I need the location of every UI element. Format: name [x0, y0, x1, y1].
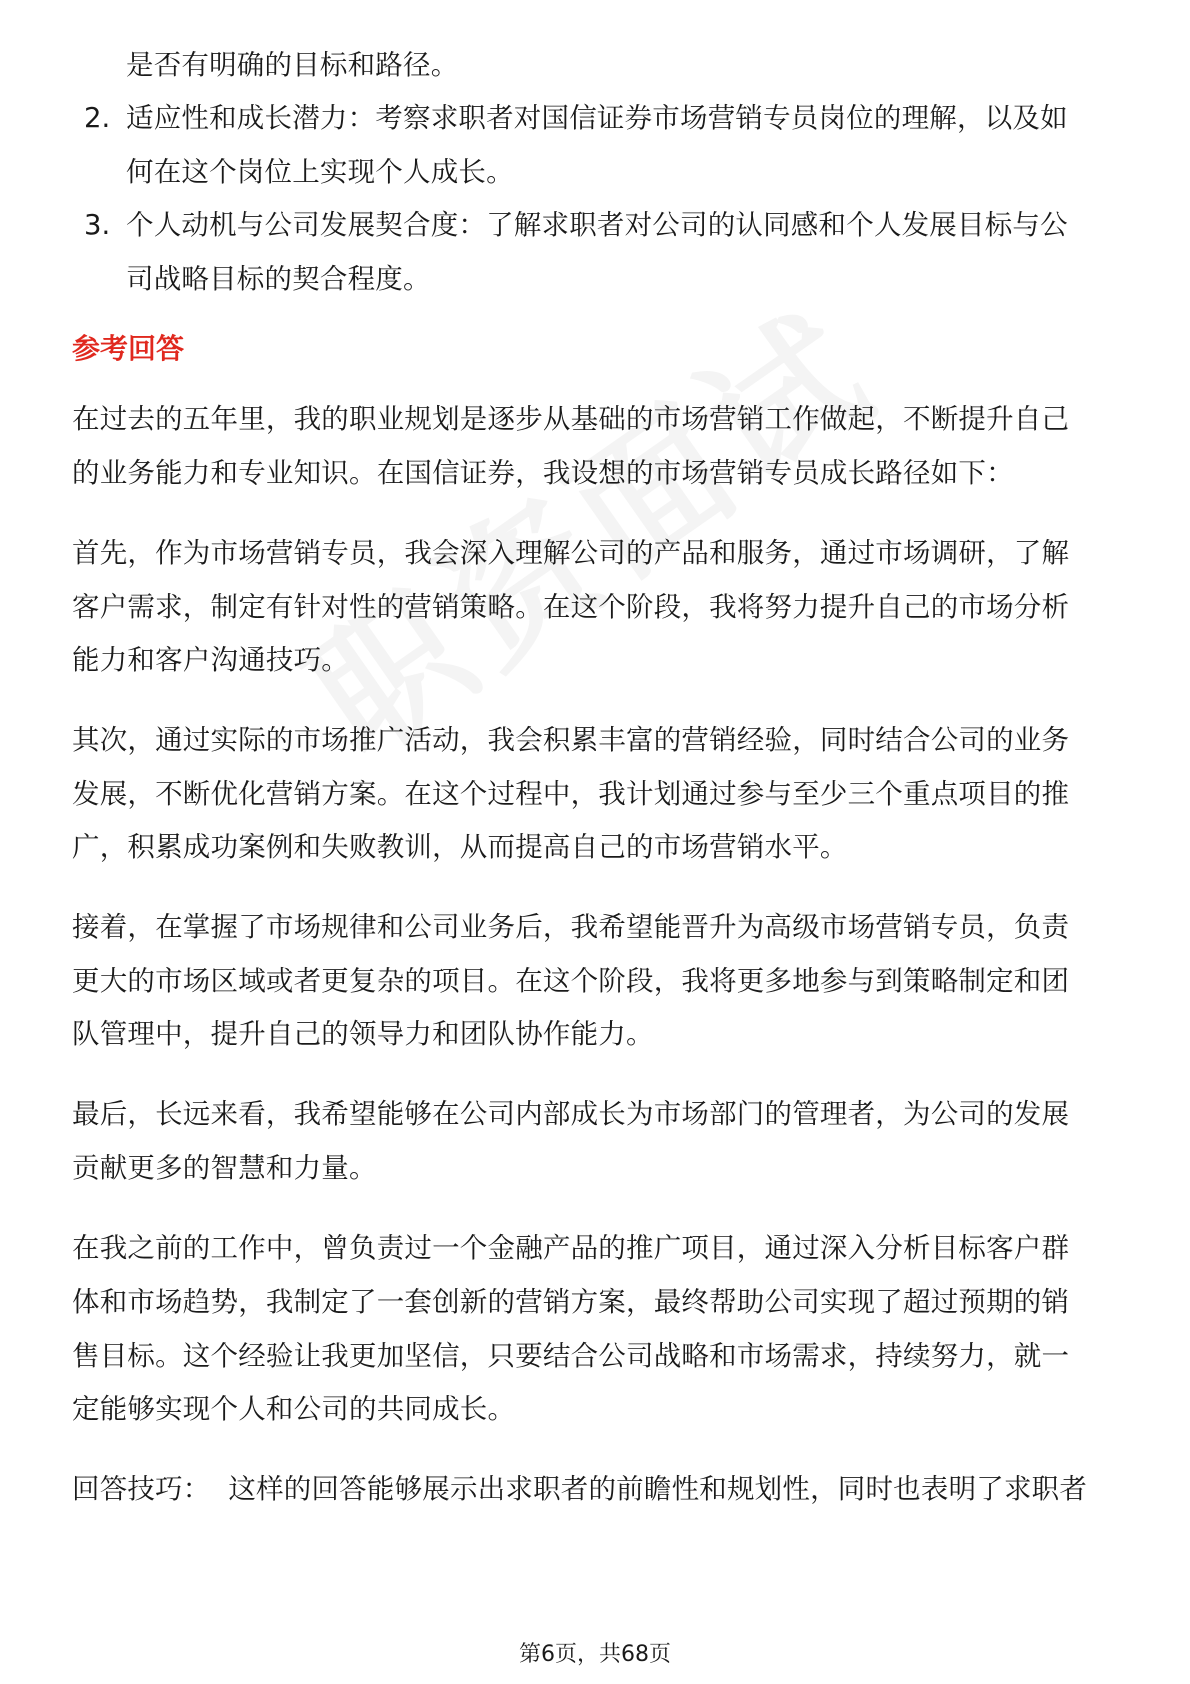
list-continuation-line: 是否有明确的目标和路径。 — [126, 49, 459, 81]
paragraph-line: 广，积累成功案例和失败教训，从而提高自己的市场营销水平。 — [72, 831, 848, 863]
paragraph-line: 贡献更多的智慧和力量。 — [72, 1152, 377, 1184]
list-item-line: 司战略目标的契合程度。 — [126, 263, 431, 295]
paragraph-line: 最后，长远来看，我希望能够在公司内部成长为市场部门的管理者，为公司的发展 — [72, 1098, 1070, 1130]
page-number-footer: 第6页，共68页 — [519, 1642, 671, 1667]
list-item-line: 何在这个岗位上实现个人成长。 — [126, 156, 514, 188]
paragraph-line: 在过去的五年里，我的职业规划是逐步从基础的市场营销工作做起，不断提升自己 — [72, 403, 1070, 435]
watermark — [260, 253, 908, 797]
list-item-number: 3. — [84, 209, 111, 241]
paragraph-line: 更大的市场区域或者更复杂的项目。在这个阶段，我将更多地参与到策略制定和团 — [72, 965, 1070, 997]
paragraph-line: 客户需求，制定有针对性的营销策略。在这个阶段，我将努力提升自己的市场分析 — [72, 591, 1070, 623]
list-item-line: 个人动机与公司发展契合度：了解求职者对公司的认同感和个人发展目标与公 — [126, 209, 1068, 241]
section-heading: 参考回答 — [72, 332, 185, 365]
paragraph-line: 在我之前的工作中，曾负责过一个金融产品的推广项目，通过深入分析目标客户群 — [72, 1232, 1070, 1264]
paragraph-line: 体和市场趋势，我制定了一套创新的营销方案，最终帮助公司实现了超过预期的销 — [72, 1286, 1070, 1318]
list-item-number: 2. — [84, 102, 111, 134]
list-item-line: 适应性和成长潜力：考察求职者对国信证券市场营销专员岗位的理解，以及如 — [126, 102, 1068, 134]
answer-tips-line: 回答技巧： 这样的回答能够展示出求职者的前瞻性和规划性，同时也表明了求职者 — [72, 1473, 1088, 1505]
paragraph-line: 首先，作为市场营销专员，我会深入理解公司的产品和服务，通过市场调研，了解 — [72, 537, 1070, 569]
paragraph-line: 定能够实现个人和公司的共同成长。 — [72, 1393, 516, 1425]
paragraph-line: 其次，通过实际的市场推广活动，我会积累丰富的营销经验，同时结合公司的业务 — [72, 724, 1070, 756]
paragraph-line: 发展，不断优化营销方案。在这个过程中，我计划通过参与至少三个重点项目的推 — [72, 778, 1070, 810]
paragraph-line: 队管理中，提升自己的领导力和团队协作能力。 — [72, 1018, 654, 1050]
paragraph-line: 售目标。这个经验让我更加坚信，只要结合公司战略和市场需求，持续努力，就一 — [72, 1340, 1070, 1372]
paragraph-line: 的业务能力和专业知识。在国信证券，我设想的市场营销专员成长路径如下： — [72, 457, 1014, 489]
paragraph-line: 接着，在掌握了市场规律和公司业务后，我希望能晋升为高级市场营销专员，负责 — [72, 911, 1070, 943]
paragraph-line: 能力和客户沟通技巧。 — [72, 644, 349, 676]
